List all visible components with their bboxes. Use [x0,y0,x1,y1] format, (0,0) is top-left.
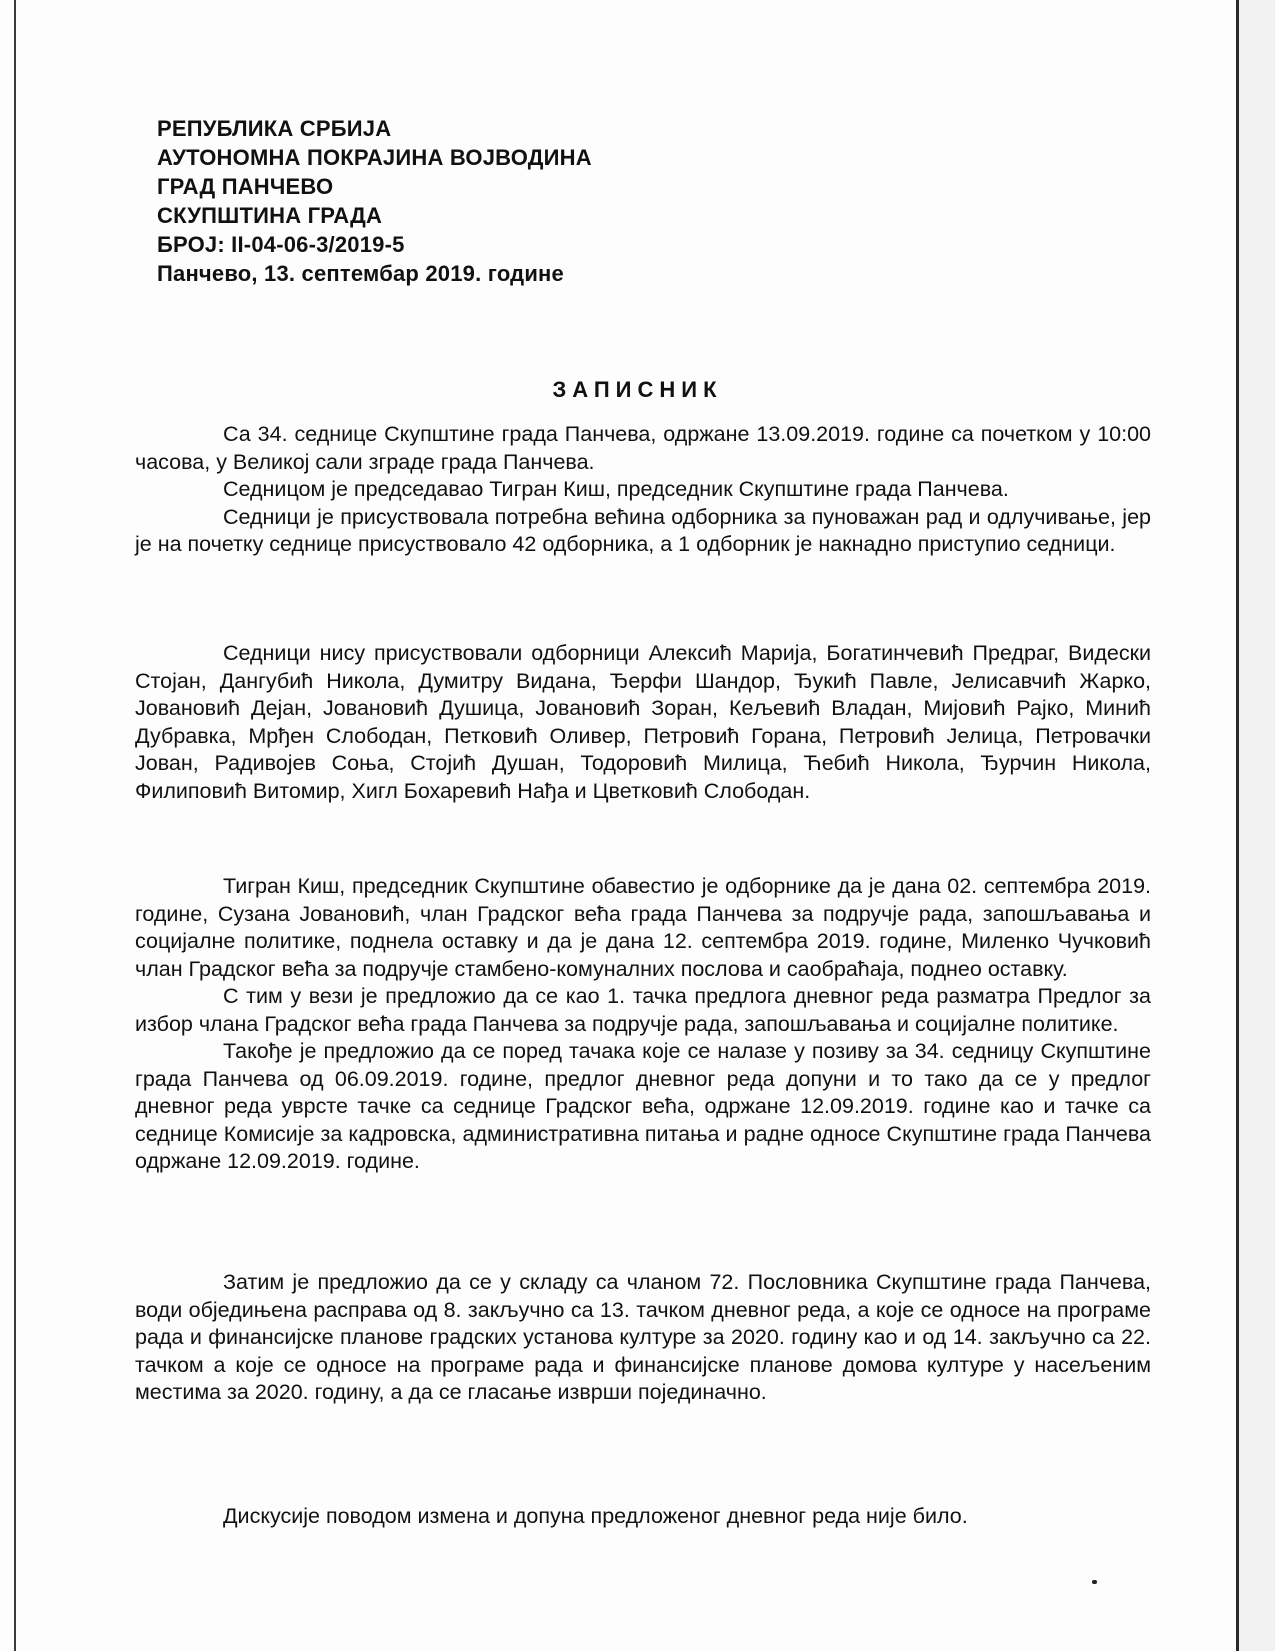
paragraph-absent: Седници нису присуствовали одборници Алексић Марија, Богатинчевић Предраг, Видески Стојан, Дангубић Никола, Думитру Видана, Ђерфи Шандор, Ђукић Павле, Јелисавчић Жарко, Јовановић Дејан, Јовановић Душица, Јовановић Зоран, Кељевић Владан, Мијовић Рајко, Минић Дубравка, Мрђен Слободан, Петковић Оливер, Петровић Горана, Петровић Јелица, Петровачки Јован, Радивојев Соња, Стојић Душан, Тодоровић Милица, Ћебић Никола, Ђурчин Никола, Филиповић Витомир, Хигл Бохаревић Нађа и Цветковић Слободан. [135,641,1151,803]
paragraph-block-1 [135,421,1151,559]
header-city: ГРАД ПАНЧЕВО [157,174,334,199]
paragraph-session: Са 34. седнице Скупштине града Панчева, одржане 13.09.2019. године са почетком у 10:00 часова, у Великој сали зграде града Панчева. [135,422,1151,474]
paragraph-chair: Седницом је председавао Тигран Киш, председник Скупштине града Панчева. [223,477,1009,501]
header-date: Панчево, 13. септембар 2019. године [157,261,564,286]
scan-speck [1092,1580,1097,1584]
header-assembly: СКУПШТИНА ГРАДА [157,203,383,228]
paragraph-block-5 [135,1503,1151,1531]
header-province: АУТОНОМНА ПОКРАЈИНА ВОЈВОДИНА [157,145,592,170]
paragraph-block-4 [135,1269,1151,1407]
paragraph-joint-debate: Затим је предложио да се у складу са чланом 72. Пословника Скупштине града Панчева, води обједињена расправа од 8. закључно са 13. тачком дневног реда, а које се односе на програме рада и финансијске планове градских установа културе за 2020. годину као и од 14. закључно са 22. тачком а које се односе на програме рада и финансијске планове домова културе у насељеним местима за 2020. годину, а да се гласање изврши појединачно. [135,1270,1151,1404]
paragraph-quorum: Седници је присуствовала потребна већина одборника за пуноважан рад и одлучивање, јер је на почетку седнице присуствовало 42 одборника, а 1 одборник је накнадно приступио седници. [135,504,1151,556]
header-number: БРОЈ: II-04-06-3/2019-5 [157,232,405,257]
document-title: ЗАПИСНИК [552,377,723,402]
scan-edge-left [14,0,16,1651]
paragraph-agenda-supplement: Такође је предложио да се поред тачака које се налазе у позиву за 34. седницу Скупштине града Панчева од 06.09.2019. године, предлог дневног реда допуни и то тако да се у предлог дневног реда уврсте тачке са седнице Градског већа, одржане 12.09.2019. године као и тачке са седнице Комисије за кадровска, административна питања и радне односе Скупштине града Панчева одржане 12.09.2019. године. [135,1039,1151,1173]
paragraph-no-discussion: Дискусије поводом измена и допуна предложеног дневног реда није било. [223,1504,968,1528]
paragraph-block-3 [135,873,1151,1176]
document-header [157,114,592,288]
paragraph-block-2 [135,640,1151,805]
paragraph-proposal-item-1: С тим у вези је предложио да се као 1. тачка предлога дневног реда разматра Предлог за избор члана Градског већа града Панчева за подручје рада, запошљавања и социјалне политике. [135,984,1151,1036]
scan-margin-right [1239,0,1275,1651]
paragraph-resignations: Тигран Киш, председник Скупштине обавестио је одборнике да је дана 02. септембра 2019. године, Сузана Јовановић, члан Градског већа града Панчева за подручје рада, запошљавања и социјалне политике, поднела оставку и да је дана 12. септембра 2019. године, Миленко Чучковић члан Градског већа за подручје стамбено-комуналних послова и саобраћаја, поднео оставку. [135,874,1151,981]
scan-edge-right [1236,0,1239,1651]
header-country: РЕПУБЛИКА СРБИЈА [157,116,392,141]
